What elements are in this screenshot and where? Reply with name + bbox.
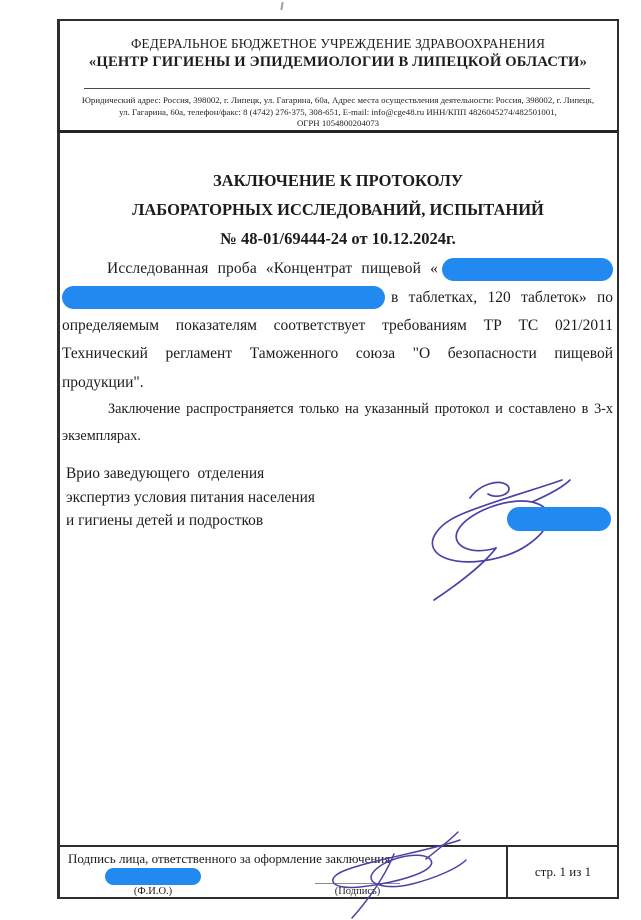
footer-label: Подпись лица, ответственного за оформление заключения <box>68 851 391 866</box>
body-text: Исследованная проба «Концентрат пищевой « <box>107 260 439 278</box>
body-line <box>62 369 613 397</box>
body-line <box>62 283 613 311</box>
header-divider-thick <box>57 130 619 133</box>
body-text: в таблетках, 120 таблеток» по <box>391 288 613 306</box>
header-divider-thin <box>84 88 590 89</box>
conclusion-paragraph <box>62 255 613 397</box>
body-line <box>62 255 613 283</box>
address-line: ул. Гагарина, 60а, телефон/факс: 8 (4742) 276-375, 308-651, E-mail: info@cge48.ru ИНН/КПП 4826045274/482501001, <box>119 106 557 117</box>
body-text: экземплярах. <box>62 428 141 444</box>
footer-signature-image <box>308 830 472 920</box>
scan-artifact-tick <box>280 2 283 10</box>
signature-image <box>412 468 578 608</box>
scope-paragraph <box>62 396 613 450</box>
organization-address-block <box>67 95 609 130</box>
organization-name-line2: «ЦЕНТР ГИГИЕНЫ И ЭПИДЕМИОЛОГИИ В ЛИПЕЦКОЙ ОБЛАСТИ» <box>88 54 588 70</box>
document-title-line1: ЗАКЛЮЧЕНИЕ К ПРОТОКОЛУ <box>212 171 464 190</box>
organization-name-line1: ФЕДЕРАЛЬНОЕ БЮДЖЕТНОЕ УЧРЕЖДЕНИЕ ЗДРАВООХРАНЕНИЯ <box>130 36 546 51</box>
redacted-signatory-name <box>507 507 611 531</box>
document-title <box>57 166 619 253</box>
redacted-text <box>62 286 385 309</box>
redacted-text <box>442 258 613 281</box>
fio-caption: (Ф.И.О.) <box>133 886 173 897</box>
body-line <box>62 312 613 340</box>
body-text: Технический регламент Таможенного союза "О безопасности пищевой <box>62 345 613 363</box>
signatory-line: Врио заведующего отделения <box>66 465 265 482</box>
signature-caption: (Подпись) <box>334 886 381 897</box>
signatory-line: и гигиены детей и подростков <box>66 512 264 529</box>
page-number: стр. 1 из 1 <box>534 864 592 879</box>
address-line: ОГРН 1054800204073 <box>296 118 380 128</box>
redacted-responsible-name <box>105 868 201 885</box>
document-number-date: № 48-01/69444-24 от 10.12.2024г. <box>220 229 456 248</box>
body-line <box>62 423 613 450</box>
body-text: Заключение распространяется только на указанный протокол и составлено в 3-х <box>108 401 613 417</box>
signatory-line: экспертиз условия питания населения <box>66 488 315 506</box>
page-border-frame <box>57 19 619 899</box>
document-title-line2: ЛАБОРАТОРНЫХ ИССЛЕДОВАНИЙ, ИСПЫТАНИЙ <box>132 200 544 219</box>
body-line <box>62 396 613 423</box>
body-line <box>62 340 613 368</box>
body-text: определяемым показателям соответствует требованиям ТР ТС 021/2011 <box>62 316 613 334</box>
signatory-title-block <box>66 462 315 533</box>
address-line: Юридический адрес: Россия, 398002, г. Липецк, ул. Гагарина, 60а, Адрес места осуществления деятельности: Россия, 398002, г. Липецк, <box>81 95 595 105</box>
body-text: продукции". <box>62 373 144 391</box>
